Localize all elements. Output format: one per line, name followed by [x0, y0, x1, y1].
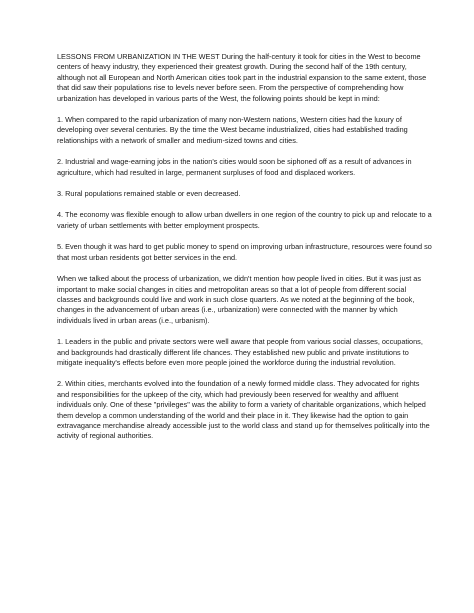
- intro-paragraph: LESSONS FROM URBANIZATION IN THE WEST During the half-century it took for cities in the West to become centers of heavy industry, they experienced their greatest growth. During the second half of the 19th century, although not all European and North American cities took part in the industrial expansion to the same extent, those that did saw their populations rise to levels never before seen. From the perspective of comprehending how urbanization has developed in various parts of the West, the following points should be kept in mind:: [57, 52, 427, 103]
- document-page: [57, 52, 432, 453]
- point-2-paragraph: 2. Industrial and wage-earning jobs in the nation's cities would soon be siphoned off as a result of advances in agriculture, which had resulted in large, permanent surpluses of food and displaced workers.: [57, 157, 412, 177]
- urbanism-point-1-paragraph: 1. Leaders in the public and private sectors were well aware that people from various social classes, occupations, and backgrounds had drastically different life chances. They established new public and private institutions to mitigate inequality's effects before even more people joined the workforce during the industrial revolution.: [57, 337, 423, 367]
- urbanism-point-2-paragraph: 2. Within cities, merchants evolved into the foundation of a newly formed middle class. They advocated for rights and responsibilities for the upkeep of the city, which had previously been reserved for wealthy and affluent individuals only. One of these "privileges" was the ability to form a variety of charitable organizations, which helped them develop a common understanding of the world and their place in it. They likewise had the option to gain extravagance merchandise already accessible just to the world class and stand up for themselves politically into the activity of regional authorities.: [57, 379, 430, 441]
- point-5-paragraph: 5. Even though it was hard to get public money to spend on improving urban infrastructure, resources were found so that most urban residents got better services in the end.: [57, 242, 432, 262]
- urbanism-paragraph: When we talked about the process of urbanization, we didn't mention how people lived in cities. But it was just as important to make social changes in cities and metropolitan areas so that a lot of people from different social classes and backgrounds could live and work in such close quarters. As we noted at the beginning of the book, changes in the advancement of urban areas (i.e., urbanization) were connected with the manner by which individuals lived in urban areas (i.e., urbanism).: [57, 274, 422, 325]
- point-4-paragraph: 4. The economy was flexible enough to allow urban dwellers in one region of the country to pick up and relocate to a variety of urban settlements with better employment prospects.: [57, 210, 432, 230]
- point-3-paragraph: 3. Rural populations remained stable or even decreased.: [57, 189, 241, 199]
- point-1-paragraph: 1. When compared to the rapid urbanization of many non-Western nations, Western cities had the luxury of developing over several centuries. By the time the West became industrialized, cities had established trading relationships with a network of smaller and medium-sized towns and cities.: [57, 115, 408, 145]
